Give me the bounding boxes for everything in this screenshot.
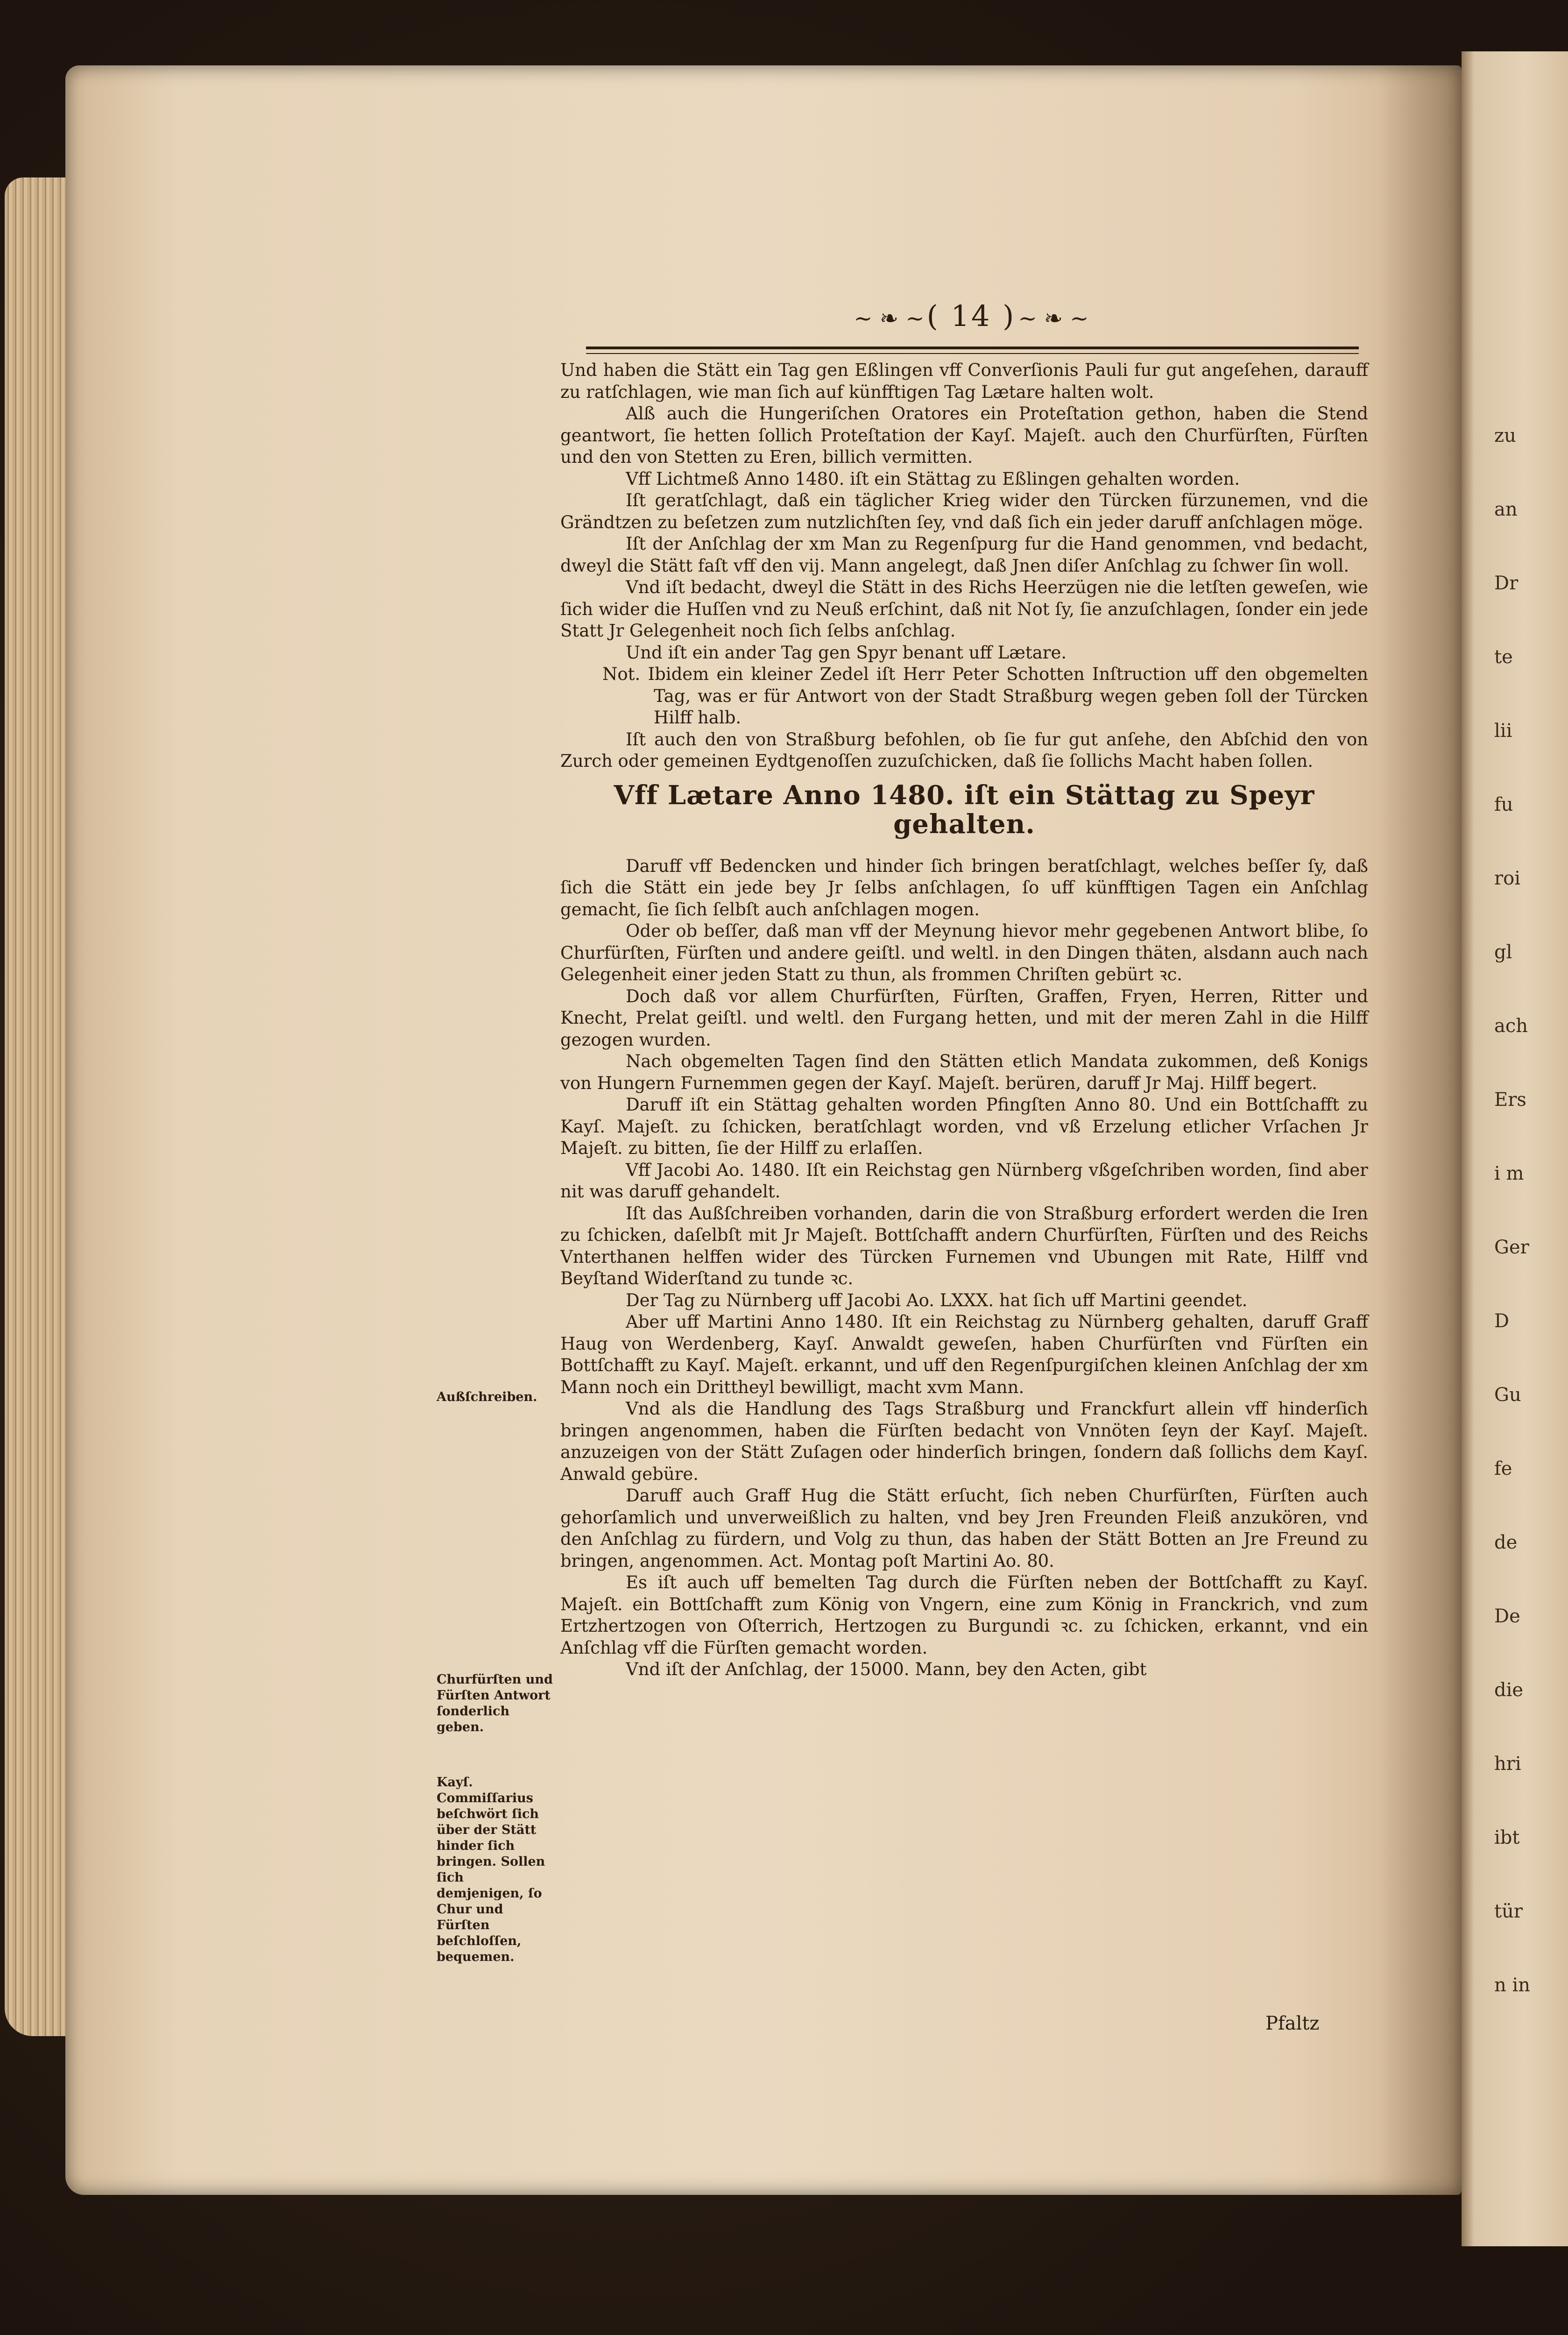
facing-page-fragment: die	[1494, 1679, 1524, 1701]
main-text-column	[560, 360, 1368, 1681]
paragraph: Oder ob beſſer, daß man vff der Meynung hievor mehr gegebenen Antwort blibe, ſo Churfürſten, Fürſten und andere geiſtl. und weltl. in den Dingen thäten, alsdann auch nach Gelegenheit einer jeden Statt zu thun, als frommen Chriſten gebürt ꝛc.	[560, 921, 1368, 984]
facing-page-fragment: de	[1494, 1532, 1518, 1553]
facing-page-fragment: De	[1494, 1606, 1520, 1627]
facing-page-fragment: te	[1494, 646, 1513, 668]
page-number: ( 14 )	[926, 299, 1016, 333]
facing-page-fragment: i m	[1494, 1163, 1524, 1184]
facing-page-fragment: roi	[1494, 868, 1520, 889]
margin-note-churfuersten: Churfürſten und Fürſten Antwort ſonderlich geben.	[437, 1672, 553, 1734]
page-header	[588, 299, 1354, 333]
facing-page-fragment: fe	[1494, 1458, 1512, 1479]
paragraph: Iſt der Anſchlag der xm Man zu Regenſpurg fur die Hand genommen, vnd bedacht, dweyl die Stätt faſt vff den vij. Mann angelegt, daß Jnen diſer Anſchlag zu ſchwer ſin woll.	[560, 534, 1368, 576]
ornament-left: ~ ❧ ~	[854, 305, 925, 332]
paragraph: Iſt geratſchlagt, daß ein täglicher Krieg wider den Türcken fürzunemen, vnd die Grändtzen zu beſetzen zum nutzlichſten ſey, vnd daß ſich ein jeder daruff anſchlagen möge.	[560, 490, 1368, 532]
paragraph: Not. Ibidem ein kleiner Zedel iſt Herr Peter Schotten Inſtruction uff den obgemelten Tag, was er für Antwort von der Stadt Straßburg wegen geben ſoll der Türcken Hilff halb.	[602, 664, 1368, 728]
paragraph: Iſt das Außſchreiben vorhanden, darin die von Straßburg erfordert werden die Iren zu ſchicken, daſelbſt mit Jr Majeſt. Bottſchafft andern Churfürſten, Fürſten und des Reichs Vnterthanen helffen wider des Türcken Furnemen vnd Ubungen mit Rate, Hilff vnd Beyſtand Widerſtand zu tunde ꝛc.	[560, 1203, 1368, 1288]
facing-page-fragment: tür	[1494, 1901, 1523, 1922]
facing-page-fragment: zu	[1494, 425, 1516, 446]
paragraph: Daruff vff Bedencken und hinder ſich bringen beratſchlagt, welches beſſer ſy, daß ſich die Stätt ein jede bey Jr ſelbs anſchlagen, ſo uff künfftigen Tagen ein Anſchlag gemacht, ſie ſich ſelbſt auch anſchlagen mogen.	[560, 856, 1368, 920]
paragraph: Doch daß vor allem Churfürſten, Fürſten, Graffen, Fryen, Herren, Ritter und Knecht, Prelat geiſtl. und weltl. den Furgang hetten, und mit der meren Zahl in die Hilff gezogen wurden.	[560, 986, 1368, 1050]
paragraph: Vnd iſt der Anſchlag, der 15000. Mann, bey den Acten, gibt	[626, 1659, 1147, 1679]
ornament-right: ~ ❧ ~	[1018, 305, 1089, 332]
facing-page-fragment: n in	[1494, 1974, 1531, 1996]
facing-page-fragment: Ger	[1494, 1237, 1529, 1258]
paragraph: Daruff iſt ein Stättag gehalten worden Pfingſten Anno 80. Und ein Bottſchafft zu Kayſ. Majeſt. zu ſchicken, beratſchlagt worden, vnd vß Erzelung etlicher Vrſachen Jr Majeſt. zu bitten, ſie der Hilff zu erlaſſen.	[560, 1095, 1368, 1158]
facing-page-fragment: Dr	[1494, 573, 1519, 594]
paragraph: Vff Jacobi Ao. 1480. Iſt ein Reichstag gen Nürnberg vßgeſchriben worden, ſind aber nit was daruff gehandelt.	[560, 1160, 1368, 1202]
paragraph: Vnd iſt bedacht, dweyl die Stätt in des Richs Heerzügen nie die letſten geweſen, wie ſich wider die Huſſen vnd zu Neuß erſchint, daß nit Not ſy, ſie anzuſchlagen, ſonder ein jede Statt Jr Gelegenheit noch ſich ſelbs anſchlag.	[560, 577, 1368, 641]
facing-page-fragment: ach	[1494, 1015, 1528, 1037]
facing-page-fragment: fu	[1494, 794, 1513, 815]
facing-page-fragment: Ers	[1494, 1089, 1526, 1111]
section-title: Vff Lætare Anno 1480. iſt ein Stättag zu Speyr gehalten.	[614, 779, 1315, 840]
paragraph: Aber uff Martini Anno 1480. Iſt ein Reichstag zu Nürnberg gehalten, daruff Graff Haug von Werdenberg, Kayſ. Anwaldt geweſen, haben Churfürſten vnd Fürſten ein Bottſchafft zu Kayſ. Majeſt. erkannt, und uff den Regenſpurgiſchen kleinen Anſchlag der xm Mann noch ein Drittheyl bewilligt, macht xvm Mann.	[560, 1312, 1368, 1397]
paragraph: Und haben die Stätt ein Tag gen Eßlingen vff Converſionis Pauli fur gut angeſehen, darauff zu ratſchlagen, wie man ſich auf künfftigen Tag Lætare halten wolt.	[560, 360, 1368, 402]
paragraph: Iſt auch den von Straßburg befohlen, ob ſie fur gut anſehe, den Abſchid den von Zurch oder gemeinen Eydtgenoſſen zuzuſchicken, daß ſie ſollichs Macht haben ſollen.	[560, 729, 1368, 771]
paragraph: Der Tag zu Nürnberg uff Jacobi Ao. LXXX. hat ſich uff Martini geendet.	[626, 1290, 1248, 1310]
header-rule	[586, 347, 1359, 349]
page-edges-left	[5, 177, 75, 2036]
catchword: Pfaltz	[1265, 2013, 1320, 2034]
facing-page-fragment: hri	[1494, 1753, 1521, 1775]
facing-page-fragment: lii	[1494, 720, 1512, 742]
header-rule-thin	[586, 353, 1359, 354]
facing-page-fragment: an	[1494, 499, 1518, 520]
paragraph: Nach obgemelten Tagen ſind den Stätten etlich Mandata zukommen, deß Konigs von Hungern Furnemmen gegen der Kayſ. Majeſt. berüren, daruff Jr Maj. Hilff begert.	[560, 1051, 1368, 1093]
margin-note-ausschreiben: Außſchreiben.	[437, 1390, 537, 1404]
paragraph: Und iſt ein ander Tag gen Spyr benant uff Lætare.	[626, 642, 1067, 663]
paragraph: Es iſt auch uff bemelten Tag durch die Fürſten neben der Bottſchafft zu Kayſ. Majeſt. ein Bottſchafft zum König von Vngern, eine zum König in Franckrich, vnd zum Ertzhertzogen von Oſterrich, Hertzogen zu Burgundi ꝛc. zu ſchicken, erkannt, vnd ein Anſchlag vff die Fürſten gemacht worden.	[560, 1572, 1368, 1658]
paragraph: Vnd als die Handlung des Tags Straßburg und Franckfurt allein vff hinderſich bringen angenommen, haben die Fürſten bedacht von Vnnöten ſeyn der Kayſ. Majeſt. anzuzeigen von der Stätt Zuſagen oder hinderſich bringen, ſondern daß ſollichs dem Kayſ. Anwald gebüre.	[560, 1399, 1368, 1484]
facing-page-fragment: gl	[1494, 941, 1512, 963]
facing-page-fragment: Gu	[1494, 1384, 1521, 1406]
margin-note-commissarius: Kayſ. Commiſſarius beſchwört ſich über der Stätt hinder ſich bringen. Sollen ſich demjenigen, ſo Chur und Fürſten beſchloſſen, bequemen.	[437, 1775, 545, 1964]
facing-page-strip	[1462, 51, 1568, 2246]
facing-page-fragment: ibt	[1494, 1827, 1520, 1848]
gutter-shadow	[1377, 65, 1462, 2195]
facing-page-fragment: D	[1494, 1310, 1510, 1332]
paragraph: Daruff auch Graff Hug die Stätt erſucht, ſich neben Churfürſten, Fürſten auch gehorſamlich und unverweißlich zu halten, vnd bey Jren Freunden Fleiß anzukören, vnd den Anſchlag zu fürdern, und Volg zu thun, das haben der Stätt Botten an Jre Freund zu bringen, angenommen. Act. Montag poſt Martini Ao. 80.	[560, 1486, 1368, 1571]
paragraph: Vff Lichtmeß Anno 1480. iſt ein Stättag zu Eßlingen gehalten worden.	[626, 468, 1240, 489]
paragraph: Alß auch die Hungeriſchen Oratores ein Proteſtation gethon, haben die Stend geantwort, ſie hetten ſollich Proteſtation der Kayſ. Majeſt. auch den Churfürſten, Fürſten und den von Stetten zu Eren, billich vermitten.	[560, 403, 1368, 467]
